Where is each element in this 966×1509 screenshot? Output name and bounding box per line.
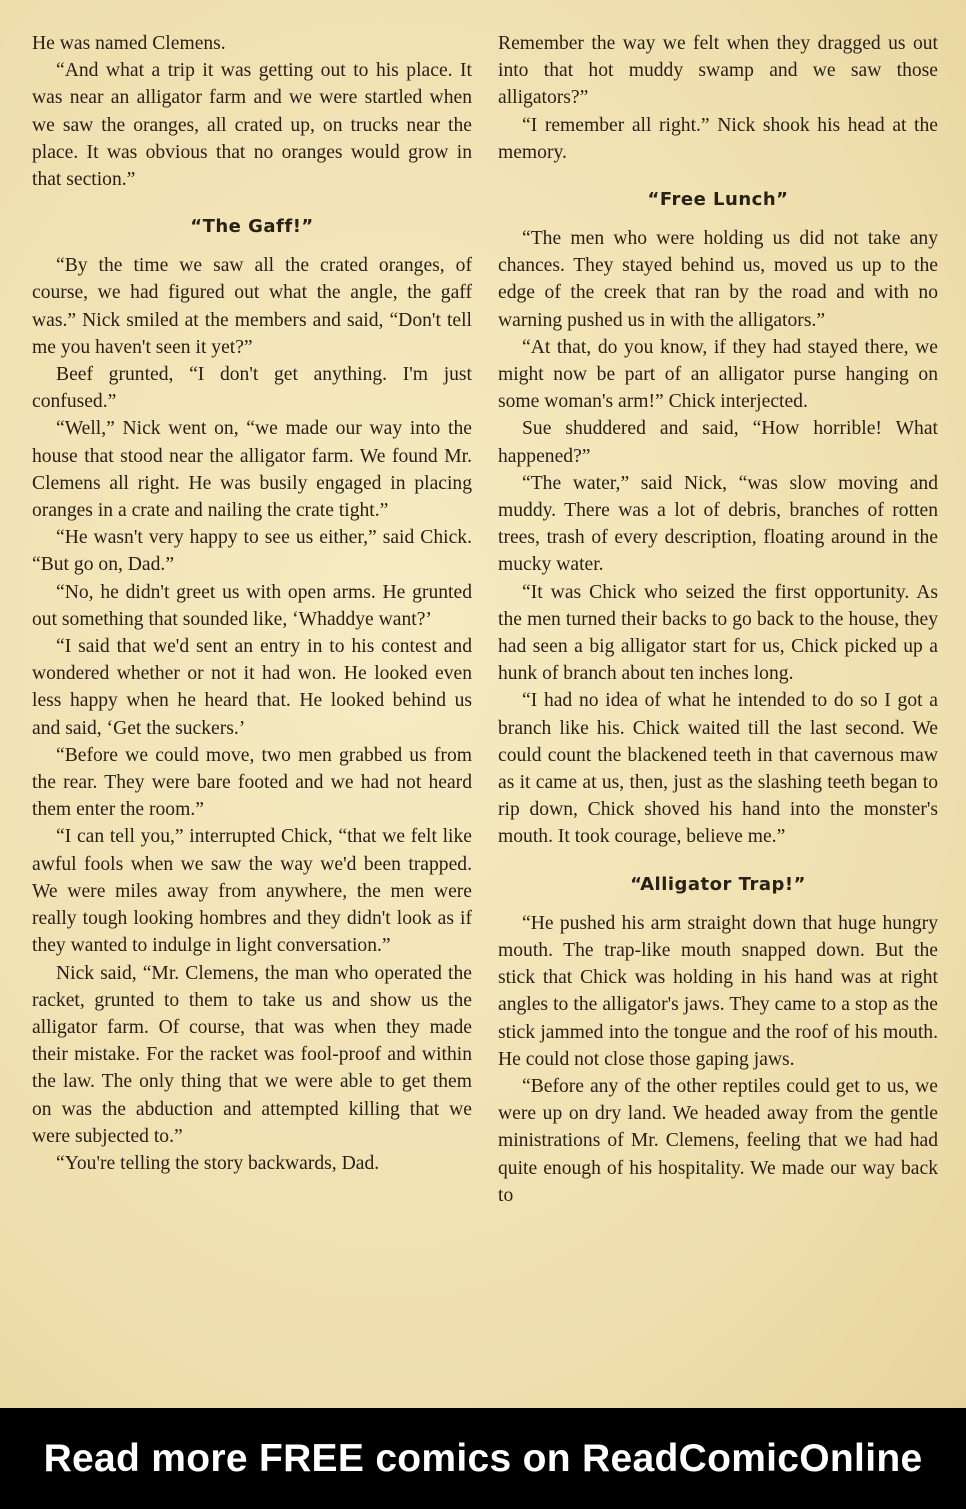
paragraph: “Before we could move, two men grabbed us from the rear. They were bare footed and we had not heard them enter the room.”: [32, 744, 472, 821]
paragraph: “No, he didn't greet us with open arms. He grunted out something that sounded like, ‘Whaddye want?’: [32, 581, 472, 630]
right-column: [498, 30, 938, 1209]
paragraph: “It was Chick who seized the first opportunity. As the men turned their backs to go back to the house, they had seen a big alligator start for us, Chick picked up a hunk of branch about ten inches long.: [498, 581, 938, 685]
promo-banner-text[interactable]: Read more FREE comics on ReadComicOnline: [43, 1436, 923, 1480]
paragraph: “He wasn't very happy to see us either,” said Chick. “But go on, Dad.”: [32, 527, 472, 576]
paragraph: “I had no idea of what he intended to do so I got a branch like his. Chick waited till the last second. We could count the blackened teeth in that cavernous maw as it came at us, then, just as the slashing teeth began to rip down, Chick shoved his hand into the monster's mouth. It took courage, believe me.”: [498, 690, 938, 848]
paragraph: He was named Clemens.: [32, 33, 226, 54]
paragraph: “Well,” Nick went on, “we made our way into the house that stood near the alligator farm. We found Mr. Clemens all right. He was busily engaged in placing oranges in a crate and nailing the crate tight.”: [32, 418, 472, 522]
paragraph: “And what a trip it was getting out to his place. It was near an alligator farm and we were startled when we saw the oranges, all crated up, on trucks near the place. It was obvious that no oranges would grow in that section.”: [32, 60, 472, 191]
section-heading-the-gaff: “The Gaff!”: [190, 216, 314, 238]
paragraph: “By the time we saw all the crated oranges, of course, we had figured out what the angle, the gaff was.” Nick smiled at the members and said, “Don't tell me you haven't seen it yet?”: [32, 255, 472, 358]
paragraph: “The men who were holding us did not take any chances. They stayed behind us, moved us up to the edge of the creek that ran by the road and with no warning pushed us in with the alligators.”: [498, 228, 938, 331]
paragraph: Remember the way we felt when they dragged us out into that hot muddy swamp and we saw those alligators?”: [498, 33, 938, 109]
paragraph: “I said that we'd sent an entry in to his contest and wondered whether or not it had won. He looked even less happy when he heard that. He looked behind us and said, ‘Get the suckers.’: [32, 636, 472, 739]
section-heading-alligator-trap: “Alligator Trap!”: [630, 873, 806, 895]
paragraph: Sue shuddered and said, “How horrible! What happened?”: [498, 418, 938, 467]
paragraph: “Before any of the other reptiles could get to us, we were up on dry land. We headed away from the gentle ministrations of Mr. Clemens, feeling that we had had quite enough of his hospitality. We made our way back to: [498, 1075, 938, 1206]
promo-banner[interactable]: [0, 1408, 966, 1509]
left-column: [32, 30, 472, 1177]
paragraph: Beef grunted, “I don't get anything. I'm just confused.”: [32, 364, 472, 413]
paragraph: “At that, do you know, if they had stayed there, we might now be part of an alligator purse hanging on some woman's arm!” Chick interjected.: [498, 336, 938, 413]
paragraph: “You're telling the story backwards, Dad.: [56, 1152, 380, 1174]
section-heading-free-lunch: “Free Lunch”: [647, 189, 789, 211]
paragraph: “I can tell you,” interrupted Chick, “that we felt like awful fools when we saw the way we'd been trapped. We were miles away from anywhere, the men were really tough looking hombres and they didn't look as if they wanted to indulge in light conversation.”: [32, 826, 472, 957]
paragraph: “He pushed his arm straight down that huge hungry mouth. The trap-like mouth snapped down. But the stick that Chick was holding in his hand was at right angles to the alligator's jaws. They came to a stop as the stick jammed into the tongue and the roof of his mouth. He could not close those gaping jaws.: [498, 912, 938, 1070]
paragraph: “I remember all right.” Nick shook his head at the memory.: [498, 114, 938, 163]
paragraph: Nick said, “Mr. Clemens, the man who operated the racket, grunted to them to take us and show us the alligator farm. Of course, that was when they made their mistake. For the racket was fool-proof and within the law. The only thing that we were able to get them on was the abduction and attempted killing that we were subjected to.”: [32, 962, 472, 1147]
paragraph: “The water,” said Nick, “was slow moving and muddy. There was a lot of debris, branches of rotten trees, trash of every description, floating around in the mucky water.: [498, 472, 938, 576]
